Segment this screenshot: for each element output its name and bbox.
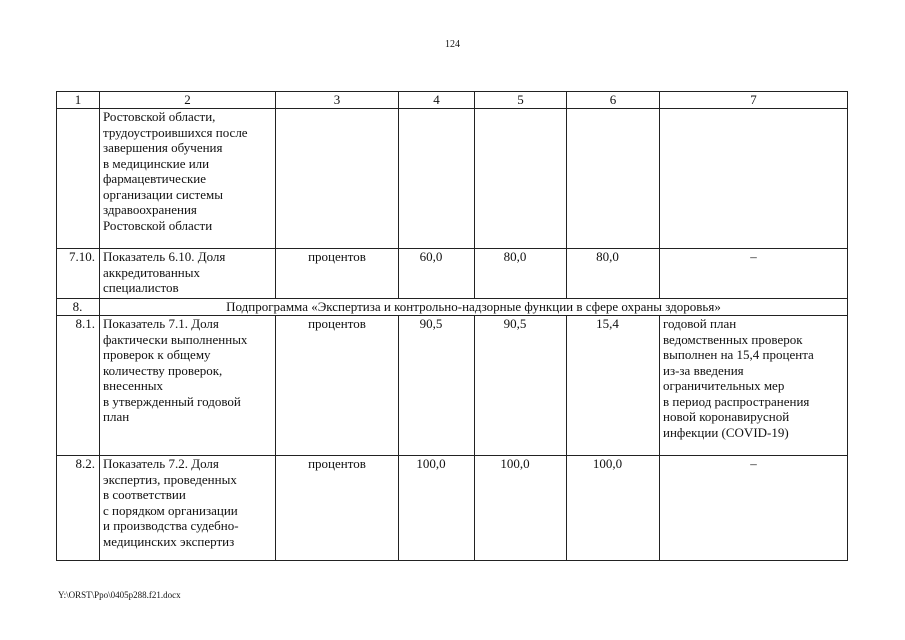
column-header: 5: [475, 92, 567, 109]
table-header-row: [57, 92, 848, 109]
value-cell: 80,0: [475, 249, 567, 299]
indicator-name-cell: Показатель 7.1. Доля фактически выполненных проверок к общему количеству проверок, внесенных в утвержденный годовой план: [100, 316, 276, 456]
indicator-name-cell: Ростовской области, трудоустроившихся после завершения обучения в медицинские или фармацевтические организации системы здравоохранения Ростовской области: [100, 109, 276, 249]
value-cell: 80,0: [567, 249, 660, 299]
column-header: 6: [567, 92, 660, 109]
row-number-cell: 8.1.: [57, 316, 100, 456]
page-number: 124: [445, 39, 460, 50]
value-cell: [567, 109, 660, 249]
unit-cell: процентов: [276, 456, 399, 561]
subprogram-row: [57, 299, 848, 316]
column-header: 7: [660, 92, 848, 109]
note-cell: –: [660, 456, 848, 561]
row-number-cell: [57, 109, 100, 249]
value-cell: 60,0: [399, 249, 475, 299]
note-cell: –: [660, 249, 848, 299]
indicators-table: [56, 91, 848, 561]
column-header: 3: [276, 92, 399, 109]
value-cell: [475, 109, 567, 249]
column-header: 1: [57, 92, 100, 109]
value-cell: 90,5: [475, 316, 567, 456]
table-row: [57, 456, 848, 561]
value-cell: 100,0: [399, 456, 475, 561]
table-row: [57, 249, 848, 299]
value-cell: 100,0: [567, 456, 660, 561]
unit-cell: [276, 109, 399, 249]
indicator-name-cell: Показатель 7.2. Доля экспертиз, проведенных в соответствии с порядком организации и производства судебно- медицинских экспертиз: [100, 456, 276, 561]
unit-cell: процентов: [276, 249, 399, 299]
row-number-cell: 8.2.: [57, 456, 100, 561]
indicator-name-cell: Показатель 6.10. Доля аккредитованных специалистов: [100, 249, 276, 299]
column-header: 2: [100, 92, 276, 109]
value-cell: 100,0: [475, 456, 567, 561]
subprogram-title: Подпрограмма «Экспертиза и контрольно-надзорные функции в сфере охраны здоровья»: [100, 299, 848, 316]
unit-cell: процентов: [276, 316, 399, 456]
table-row: [57, 316, 848, 456]
value-cell: 15,4: [567, 316, 660, 456]
value-cell: 90,5: [399, 316, 475, 456]
note-cell: годовой план ведомственных проверок выполнен на 15,4 процента из-за введения ограничительных мер в период распространения новой коронавирусной инфекции (COVID-19): [660, 316, 848, 456]
row-number-cell: 7.10.: [57, 249, 100, 299]
table-row: [57, 109, 848, 249]
file-path-footer: Y:\ORST\Ppo\0405p288.f21.docx: [58, 590, 181, 600]
row-number-cell: 8.: [57, 299, 100, 316]
value-cell: [399, 109, 475, 249]
column-header: 4: [399, 92, 475, 109]
note-cell: [660, 109, 848, 249]
